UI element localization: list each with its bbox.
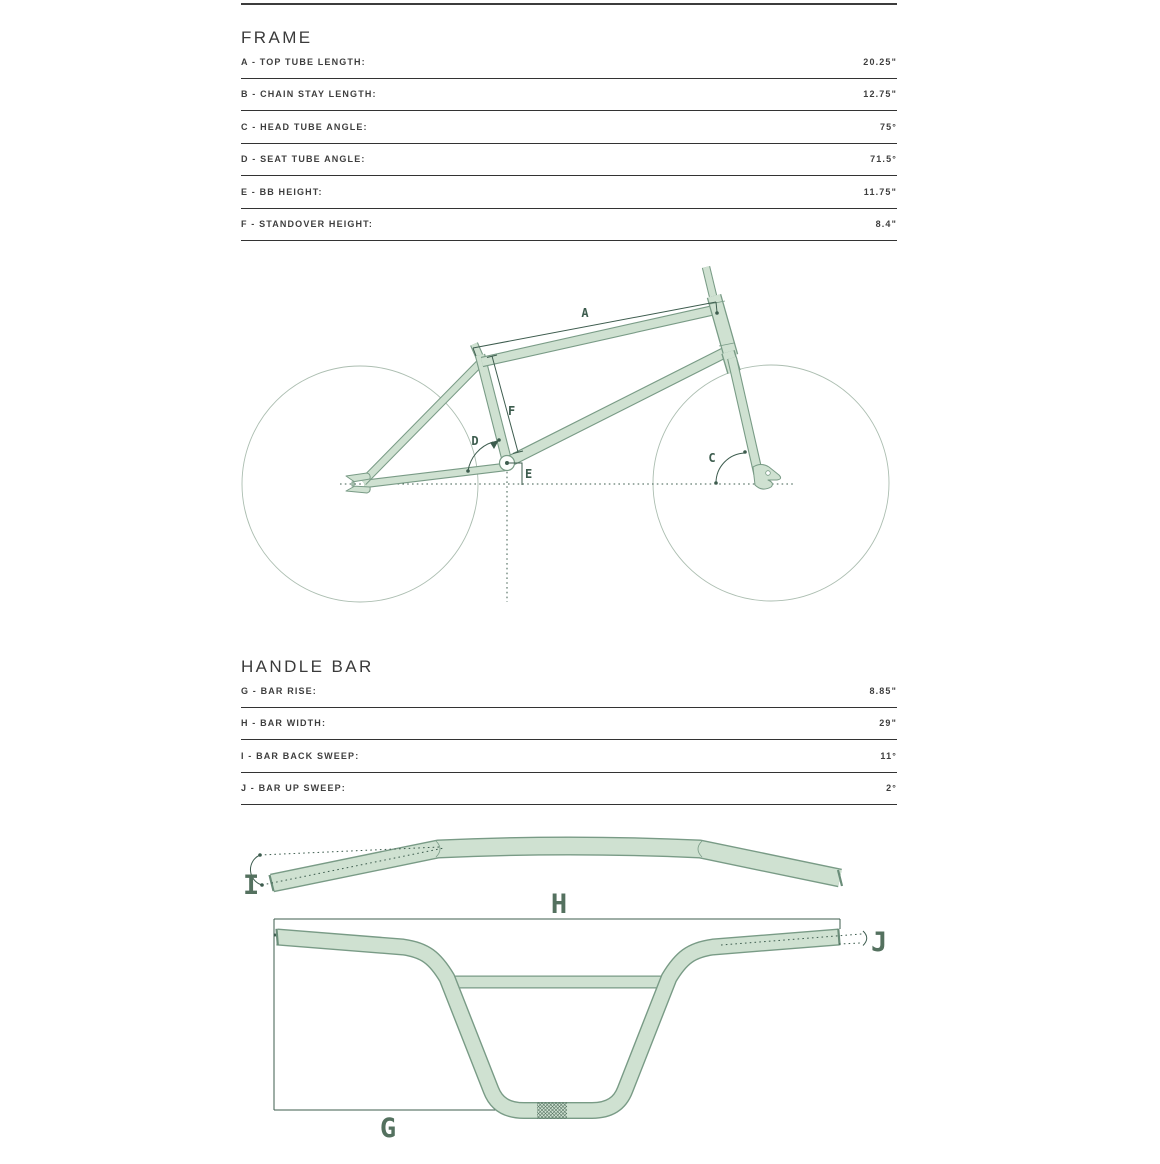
geometry-page bbox=[241, 3, 897, 1161]
spec-row-standover bbox=[241, 209, 897, 242]
spec-label: D - SEAT TUBE ANGLE: bbox=[241, 154, 366, 165]
spec-value: 11.75" bbox=[863, 186, 897, 197]
clamp-knurl-area bbox=[537, 1102, 567, 1118]
spec-value: 2° bbox=[886, 783, 897, 794]
spec-label: G - BAR RISE: bbox=[241, 685, 317, 696]
axle-reference-lines bbox=[340, 467, 794, 602]
spec-label: F - STANDOVER HEIGHT: bbox=[241, 219, 373, 230]
bar-front-tube bbox=[277, 929, 840, 1119]
frame-section-title: FRAME bbox=[241, 28, 313, 47]
label-up-sweep-j: J bbox=[871, 927, 888, 958]
spec-label: A - TOP TUBE LENGTH: bbox=[241, 56, 366, 67]
handlebar-spec-table bbox=[241, 675, 897, 805]
spec-label: J - BAR UP SWEEP: bbox=[241, 783, 346, 794]
spec-row-chain-stay bbox=[241, 79, 897, 112]
spec-value: 8.85" bbox=[869, 685, 897, 696]
spec-row-top-tube bbox=[241, 46, 897, 79]
spec-row-up-sweep bbox=[241, 773, 897, 806]
label-bar-rise-g: G bbox=[379, 1113, 397, 1144]
spec-label: B - CHAIN STAY LENGTH: bbox=[241, 89, 377, 100]
top-divider bbox=[241, 3, 897, 5]
spec-label: E - BB HEIGHT: bbox=[241, 186, 323, 197]
label-bb-height-e: E bbox=[525, 467, 533, 481]
frame-tubes bbox=[363, 267, 759, 484]
handlebar-top-view-diagram bbox=[241, 822, 897, 900]
spec-value: 75° bbox=[879, 121, 897, 132]
spec-label: H - BAR WIDTH: bbox=[241, 718, 327, 729]
frame-geometry-diagram bbox=[241, 256, 897, 616]
spec-label: C - HEAD TUBE ANGLE: bbox=[241, 121, 368, 132]
label-head-angle-c: C bbox=[708, 451, 716, 465]
label-standover-f: F bbox=[508, 404, 516, 418]
spec-value: 29" bbox=[879, 718, 897, 729]
spec-value: 11° bbox=[880, 750, 897, 761]
spec-row-back-sweep bbox=[241, 740, 897, 773]
label-back-sweep-i: I bbox=[243, 870, 260, 901]
front-dropout bbox=[753, 465, 781, 490]
spec-value: 20.25" bbox=[863, 56, 897, 67]
frame-spec-table bbox=[241, 46, 897, 241]
spec-row-head-angle bbox=[241, 111, 897, 144]
handlebar-section-title: HANDLE BAR bbox=[241, 657, 374, 676]
spec-value: 12.75" bbox=[863, 89, 897, 100]
bar-top-tube bbox=[270, 841, 843, 891]
label-top-tube-a: A bbox=[581, 306, 589, 320]
spec-row-seat-angle bbox=[241, 144, 897, 177]
label-bar-width-h: H bbox=[550, 889, 568, 920]
label-seat-angle-d: D bbox=[471, 434, 479, 448]
spec-label: I - BAR BACK SWEEP: bbox=[241, 750, 360, 761]
handlebar-front-view-diagram bbox=[241, 889, 897, 1161]
spec-row-bar-rise bbox=[241, 675, 897, 708]
spec-value: 8.4" bbox=[875, 219, 897, 230]
spec-row-bar-width bbox=[241, 708, 897, 741]
spec-value: 71.5° bbox=[870, 154, 897, 165]
spec-row-bb-height bbox=[241, 176, 897, 209]
